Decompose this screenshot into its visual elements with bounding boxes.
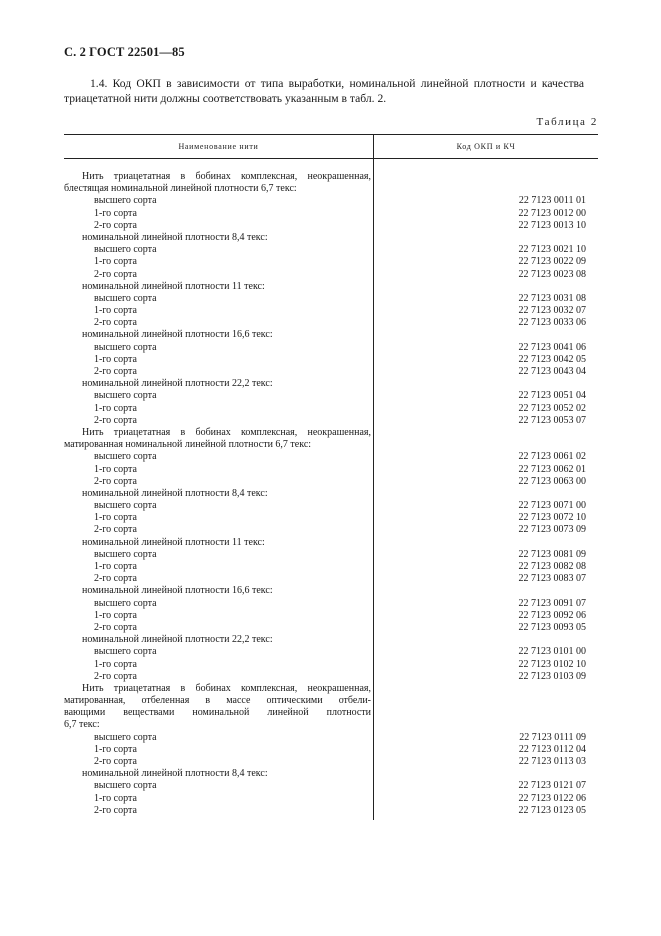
thread-name-cell: высшего сорта bbox=[94, 341, 157, 353]
thread-name-cell: 2-го сорта bbox=[94, 670, 137, 682]
thread-name-cell: высшего сорта bbox=[94, 548, 157, 560]
table-row bbox=[64, 415, 598, 427]
table-row bbox=[64, 561, 598, 573]
paragraph-line-1: 1.4. Код ОКП в зависимости от типа выработки, номинальной линейной плотности и качества bbox=[90, 77, 584, 90]
okp-code-cell: 22 7123 0052 02 bbox=[518, 402, 586, 414]
table-row bbox=[64, 732, 598, 744]
thread-name-cell: высшего сорта bbox=[94, 390, 157, 402]
table-row bbox=[64, 403, 598, 415]
thread-name-cell: 2-го сорта bbox=[94, 317, 137, 329]
table-row bbox=[64, 171, 598, 183]
thread-name-cell: Нить триацетатная в бобинах комплексная, неокрашенная, bbox=[82, 171, 371, 182]
thread-name-cell: высшего сорта bbox=[94, 292, 157, 304]
thread-name-cell: 6,7 текс: bbox=[64, 719, 100, 731]
okp-code-cell: 22 7123 0063 00 bbox=[518, 475, 586, 487]
okp-code-cell: 22 7123 0012 00 bbox=[518, 207, 586, 219]
thread-name-cell: Нить триацетатная в бобинах комплексная, неокрашенная, bbox=[82, 426, 371, 438]
thread-name-cell: 2-го сорта bbox=[94, 573, 137, 585]
thread-name-cell: 1-го сорта bbox=[94, 207, 137, 219]
table-row bbox=[64, 451, 598, 463]
table-row bbox=[64, 598, 598, 610]
thread-name-cell: 1-го сорта bbox=[94, 305, 137, 317]
thread-name-cell: 2-го сорта bbox=[94, 414, 137, 426]
table-row bbox=[64, 646, 598, 658]
thread-name-cell: высшего сорта bbox=[94, 195, 157, 207]
table-row bbox=[64, 317, 598, 329]
table-row bbox=[64, 390, 598, 402]
thread-name-cell: высшего сорта bbox=[94, 244, 157, 256]
okp-code-cell: 22 7123 0113 03 bbox=[518, 756, 586, 767]
table-row bbox=[64, 634, 598, 646]
table-row bbox=[64, 756, 598, 768]
thread-name-cell: номинальной линейной плотности 16,6 текс: bbox=[82, 329, 273, 341]
thread-name-cell: номинальной линейной плотности 8,4 текс: bbox=[82, 768, 268, 780]
thread-name-cell: 2-го сорта bbox=[94, 268, 137, 280]
thread-name-cell: 2-го сорта bbox=[94, 621, 137, 633]
okp-code-cell: 22 7123 0051 04 bbox=[518, 390, 586, 402]
okp-code-cell: 22 7123 0031 08 bbox=[518, 292, 586, 304]
okp-code-cell: 22 7123 0092 06 bbox=[518, 609, 586, 621]
table-row bbox=[64, 805, 598, 817]
table-row bbox=[64, 183, 598, 195]
okp-code-cell: 22 7123 0042 05 bbox=[518, 353, 586, 365]
thread-name-cell: 1-го сорта bbox=[94, 658, 137, 670]
table-body bbox=[64, 171, 598, 817]
paragraph-line-2: триацетатной нити должны соответствовать указанным в табл. 2. bbox=[64, 91, 387, 105]
table-row bbox=[64, 707, 598, 719]
thread-name-cell: 1-го сорта bbox=[94, 353, 137, 365]
table-row bbox=[64, 195, 598, 207]
page-header: С. 2 ГОСТ 22501—85 bbox=[64, 45, 185, 59]
thread-name-cell: высшего сорта bbox=[94, 597, 157, 609]
thread-name-cell: 2-го сорта bbox=[94, 219, 137, 231]
table-row bbox=[64, 476, 598, 488]
thread-name-cell: высшего сорта bbox=[94, 731, 157, 743]
table-row bbox=[64, 329, 598, 341]
okp-code-cell: 22 7123 0013 10 bbox=[518, 219, 586, 231]
table-row bbox=[64, 244, 598, 256]
okp-code-cell: 22 7123 0083 07 bbox=[518, 573, 586, 585]
thread-name-cell: 1-го сорта bbox=[94, 512, 137, 524]
thread-name-cell: 1-го сорта bbox=[94, 743, 137, 755]
table-row bbox=[64, 269, 598, 281]
okp-code-cell: 22 7123 0071 00 bbox=[518, 500, 586, 512]
table-row bbox=[64, 305, 598, 317]
thread-name-cell: 1-го сорта bbox=[94, 609, 137, 621]
thread-name-cell: высшего сорта bbox=[94, 646, 157, 658]
table-row bbox=[64, 342, 598, 354]
table-row bbox=[64, 610, 598, 622]
okp-code-cell: 22 7123 0073 09 bbox=[518, 524, 586, 536]
okp-code-cell: 22 7123 0081 09 bbox=[518, 548, 586, 560]
table-row bbox=[64, 378, 598, 390]
okp-code-cell: 22 7123 0033 06 bbox=[518, 317, 586, 329]
table-caption: Таблица 2 bbox=[536, 116, 598, 128]
thread-name-cell: 1-го сорта bbox=[94, 792, 137, 804]
thread-name-cell: высшего сорта bbox=[94, 500, 157, 512]
thread-name-cell: 2-го сорта bbox=[94, 756, 137, 767]
table-row bbox=[64, 585, 598, 597]
okp-code-cell: 22 7123 0091 07 bbox=[518, 597, 586, 609]
thread-name-cell: высшего сорта bbox=[94, 780, 157, 792]
thread-name-cell: номинальной линейной плотности 22,2 текс: bbox=[82, 378, 273, 390]
thread-name-cell: вающими веществами номинальной линейной плотности bbox=[64, 707, 371, 719]
okp-code-cell: 22 7123 0053 07 bbox=[518, 414, 586, 426]
okp-code-cell: 22 7123 0123 05 bbox=[518, 804, 586, 816]
thread-name-cell: номинальной линейной плотности 11 текс: bbox=[82, 536, 265, 548]
thread-name-cell: номинальной линейной плотности 8,4 текс: bbox=[82, 487, 268, 499]
okp-code-cell: 22 7123 0122 06 bbox=[518, 792, 586, 804]
table-row bbox=[64, 524, 598, 536]
table-header-rule bbox=[64, 158, 598, 159]
table-row bbox=[64, 695, 598, 707]
okp-code-cell: 22 7123 0103 09 bbox=[518, 670, 586, 682]
table-row bbox=[64, 683, 598, 695]
okp-code-cell: 22 7123 0062 01 bbox=[518, 463, 586, 475]
okp-code-cell: 22 7123 0032 07 bbox=[518, 305, 586, 317]
column-header-name: Наименование нити bbox=[178, 142, 259, 151]
table-row bbox=[64, 500, 598, 512]
table-row bbox=[64, 464, 598, 476]
table-row bbox=[64, 780, 598, 792]
okp-code-cell: 22 7123 0072 10 bbox=[518, 512, 586, 524]
table-row bbox=[64, 293, 598, 305]
table-row bbox=[64, 366, 598, 378]
okp-code-cell: 22 7123 0093 05 bbox=[518, 621, 586, 633]
okp-code-cell: 22 7123 0101 00 bbox=[518, 646, 586, 658]
table-row bbox=[64, 549, 598, 561]
okp-code-cell: 22 7123 0111 09 bbox=[519, 731, 586, 743]
thread-name-cell: 1-го сорта bbox=[94, 256, 137, 268]
thread-name-cell: 1-го сорта bbox=[94, 402, 137, 414]
thread-name-cell: номинальной линейной плотности 16,6 текс: bbox=[82, 585, 273, 597]
thread-name-cell: номинальной линейной плотности 22,2 текс: bbox=[82, 634, 273, 646]
thread-name-cell: 2-го сорта bbox=[94, 524, 137, 536]
thread-name-cell: матированная номинальной линейной плотности 6,7 текс: bbox=[64, 439, 312, 451]
thread-name-cell: Нить триацетатная в бобинах комплексная, неокрашенная, bbox=[82, 682, 371, 694]
table-row bbox=[64, 573, 598, 585]
thread-name-cell: высшего сорта bbox=[94, 451, 157, 463]
thread-name-cell: 1-го сорта bbox=[94, 561, 137, 572]
okp-code-cell: 22 7123 0041 06 bbox=[518, 341, 586, 353]
table-row bbox=[64, 220, 598, 232]
okp-code-cell: 22 7123 0102 10 bbox=[518, 658, 586, 670]
table-row bbox=[64, 488, 598, 500]
thread-name-cell: матированная, отбеленная в массе оптическими отбели- bbox=[64, 695, 371, 707]
table-row bbox=[64, 208, 598, 220]
okp-code-cell: 22 7123 0082 08 bbox=[518, 561, 586, 572]
table-row bbox=[64, 232, 598, 244]
table-row bbox=[64, 354, 598, 366]
thread-name-cell: номинальной линейной плотности 8,4 текс: bbox=[82, 231, 268, 243]
thread-name-cell: 2-го сорта bbox=[94, 804, 137, 816]
thread-name-cell: 2-го сорта bbox=[94, 366, 137, 377]
thread-name-cell: 2-го сорта bbox=[94, 475, 137, 487]
table-row bbox=[64, 439, 598, 451]
table-row bbox=[64, 622, 598, 634]
okp-code-cell: 22 7123 0022 09 bbox=[518, 256, 586, 268]
okp-code-cell: 22 7123 0011 01 bbox=[518, 195, 586, 207]
intro-paragraph bbox=[64, 77, 584, 106]
okp-code-cell: 22 7123 0061 02 bbox=[518, 451, 586, 463]
thread-name-cell: 1-го сорта bbox=[94, 463, 137, 475]
okp-code-cell: 22 7123 0021 10 bbox=[518, 244, 586, 256]
okp-code-cell: 22 7123 0112 04 bbox=[518, 743, 586, 755]
table-row bbox=[64, 281, 598, 293]
column-header-code: Код ОКП и КЧ bbox=[456, 142, 516, 151]
table-row bbox=[64, 671, 598, 683]
thread-name-cell: блестящая номинальной линейной плотности 6,7 текс: bbox=[64, 183, 297, 195]
table-row bbox=[64, 744, 598, 756]
table-row bbox=[64, 512, 598, 524]
okp-code-cell: 22 7123 0043 04 bbox=[518, 366, 586, 377]
okp-code-cell: 22 7123 0121 07 bbox=[518, 780, 586, 792]
table-row bbox=[64, 659, 598, 671]
table-top-rule bbox=[64, 134, 598, 135]
table-row bbox=[64, 537, 598, 549]
table-row bbox=[64, 768, 598, 780]
table-row bbox=[64, 427, 598, 439]
table-row bbox=[64, 793, 598, 805]
okp-code-cell: 22 7123 0023 08 bbox=[518, 268, 586, 280]
thread-name-cell: номинальной линейной плотности 11 текс: bbox=[82, 280, 265, 292]
table-row bbox=[64, 256, 598, 268]
table-row bbox=[64, 719, 598, 731]
